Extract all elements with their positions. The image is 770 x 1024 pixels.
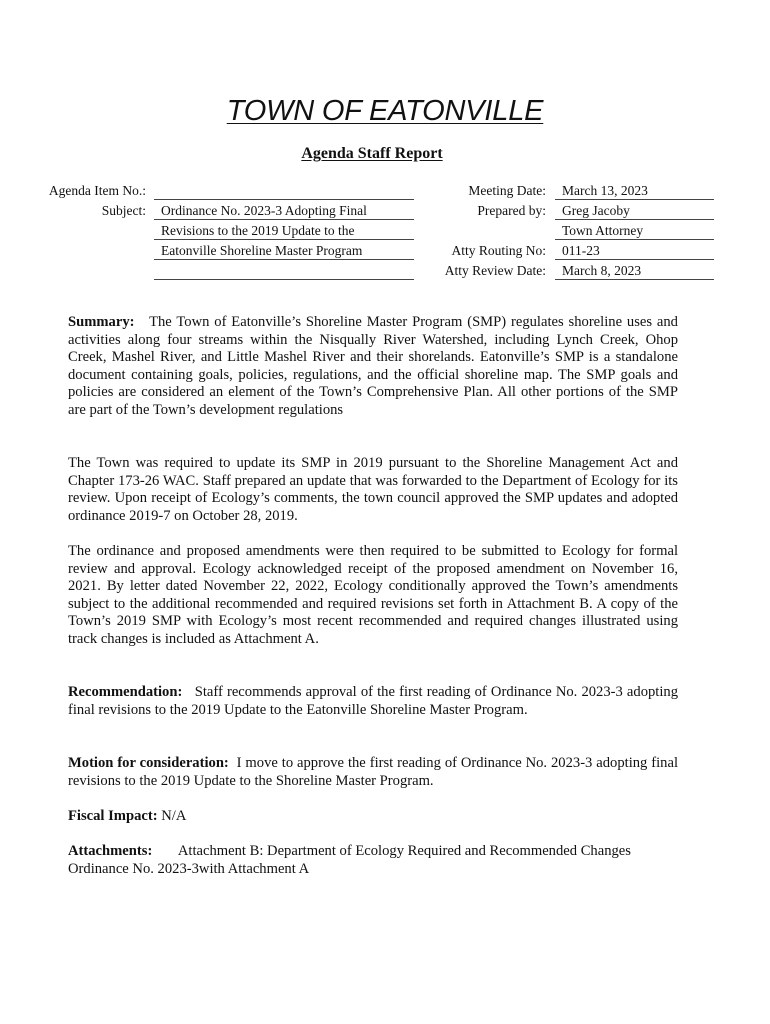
atty-routing-field: 011-23 bbox=[555, 242, 714, 260]
motion-text: I move to approve the first reading of Ordinance No. 2023-3 adopting final revisions to the 2019 Update to the Shoreline Master Program. bbox=[68, 755, 679, 789]
summary-heading: Summary: bbox=[68, 314, 135, 330]
agenda-item-label: Agenda Item No.: bbox=[48, 183, 146, 198]
subject-line-4 bbox=[154, 262, 414, 280]
fiscal-text: N/A bbox=[161, 808, 187, 824]
paragraph-3 bbox=[68, 543, 678, 649]
atty-review-field: March 8, 2023 bbox=[555, 262, 714, 280]
subject-line-2: Revisions to the 2019 Update to the bbox=[154, 222, 414, 240]
recommendation-heading: Recommendation: bbox=[68, 684, 183, 700]
subject-line-1: Ordinance No. 2023-3 Adopting Final bbox=[154, 202, 414, 220]
recommendation-text: Staff recommends approval of the first reading of Ordinance No. 2023-3 adopting final revisions to the 2019 Update to the Eatonville Shoreline Master Program. bbox=[68, 684, 678, 718]
motion-paragraph bbox=[68, 755, 678, 790]
subject-label: Subject: bbox=[101, 203, 146, 218]
attachments-heading: Attachments: bbox=[68, 843, 153, 859]
agenda-item-field bbox=[154, 182, 414, 200]
town-title: TOWN OF EATONVILLE bbox=[226, 95, 544, 127]
prepared-by-label: Prepared by: bbox=[477, 203, 546, 218]
paragraph-3-text: The ordinance and proposed amendments were then required to be submitted to Ecology for formal review and approval. Ecology acknowledged receipt of the proposed amendment on November 16, 2021. By letter dated November 22, 2022, Ecology conditionally approved the Town’s amendments subject to the additional recommended and required revisions set forth in Attachment B. A copy of the Town’s 2019 SMP with Ecology’s most recent recommended and required changes illustrated using track changes is included as Attachment A. bbox=[68, 543, 678, 647]
subject-line-3: Eatonville Shoreline Master Program bbox=[154, 242, 414, 260]
attachments-text: Attachment B: Department of Ecology Required and Recommended Changes bbox=[177, 843, 631, 859]
attachments-line-2: Ordinance No. 2023-3with Attachment A bbox=[68, 860, 310, 877]
meeting-date-field: March 13, 2023 bbox=[555, 182, 714, 200]
fiscal-heading: Fiscal Impact: bbox=[68, 808, 158, 824]
summary-text: The Town of Eatonville’s Shoreline Master Program (SMP) regulates shoreline uses and activities along four streams within the Nisqually River Watershed, including Lynch Creek, Ohop Creek, Mashel River, and Little Mashel River and their shorelands. Eatonville’s SMP is a standalone document containing goals, policies, regulations, and the official shoreline map. The SMP goals and policies are considered an element of the Town’s Comprehensive Plan. All other portions of the SMP are part of the Town’s development regulations bbox=[68, 314, 678, 418]
motion-heading: Motion for consideration: bbox=[68, 755, 229, 771]
paragraph-2-text: The Town was required to update its SMP in 2019 pursuant to the Shoreline Management Act and Chapter 173-26 WAC. Staff prepared an update that was forwarded to the Department of Ecology for its review. Upon receipt of Ecology’s comments, the town council approved the SMP updates and adopted ordinance 2019-7 on October 28, 2019. bbox=[68, 455, 678, 524]
recommendation-paragraph bbox=[68, 684, 678, 719]
meeting-date-label: Meeting Date: bbox=[468, 183, 546, 198]
attachments bbox=[68, 843, 678, 878]
prepared-by-title-field: Town Attorney bbox=[555, 222, 714, 240]
paragraph-2 bbox=[68, 455, 678, 525]
summary-paragraph bbox=[68, 314, 678, 420]
fiscal-impact bbox=[68, 808, 678, 826]
atty-review-label: Atty Review Date: bbox=[444, 263, 546, 278]
prepared-by-field: Greg Jacoby bbox=[555, 202, 714, 220]
report-title: Agenda Staff Report bbox=[301, 145, 443, 162]
atty-routing-label: Atty Routing No: bbox=[451, 243, 546, 258]
